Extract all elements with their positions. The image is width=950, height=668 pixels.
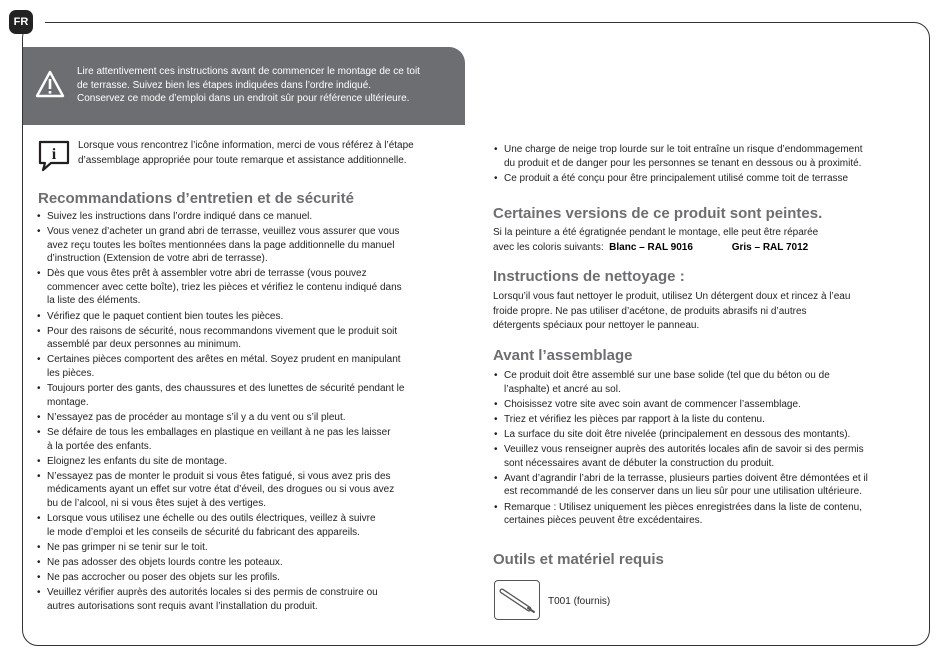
bullet-icon: • <box>494 472 498 484</box>
list-item: • Se défaire de tous les emballages en plastique en veillant à ne pas les laisser à la portée des enfants. <box>37 427 391 452</box>
painted-text: Si la peinture a été égratignée pendant le montage, elle peut être réparée avec les coloris suivants: Blanc – RAL 9016 Gris – RAL 7012 <box>493 227 819 253</box>
bullet-icon: • <box>494 370 498 381</box>
list-item: • Pour des raisons de sécurité, nous recommandons vivement que le produit soit assemblé par deux personnes au minimum. <box>37 325 398 351</box>
list-item: • Toujours porter des gants, des chaussures et des lunettes de sécurité pendant le montage. <box>37 383 405 408</box>
before-assembly-list <box>493 369 913 529</box>
bullet-icon: • <box>494 398 498 410</box>
list-item: • Suivez les instructions dans l’ordre indiqué dans ce manuel. <box>37 211 313 222</box>
list-item: • N’essayez pas de procéder au montage s’il y a du vent ou s’il pleut. <box>37 411 346 423</box>
bullet-icon: • <box>37 470 41 482</box>
info-text: Lorsque vous rencontrez l’icône information, merci de vous référez à l’étape d’assemblage appropriée pour toute remarque et assistance additionnelle. <box>78 140 414 166</box>
warning-icon <box>35 70 65 98</box>
list-item: • Remarque : Utilisez uniquement les pièces enregistrées dans la liste de contenu, certaines pièces peuvent être excédentaires. <box>494 501 862 527</box>
bullet-icon: • <box>37 455 41 467</box>
screwdriver-icon <box>495 581 539 619</box>
language-badge: FR <box>9 10 33 34</box>
list-item: • Lorsque vous utilisez une échelle ou des outils électriques, veillez à suivre le mode d’emploi et les conseils de sécurité du fabricant des appareils. <box>37 513 376 538</box>
list-item: • Triez et vérifiez les pièces par rapport à la liste du contenu. <box>494 413 765 425</box>
list-item: • Ne pas grimper ni se tenir sur le toit. <box>37 541 208 553</box>
warning-banner <box>23 47 465 125</box>
list-item: • Eloignez les enfants du site de montage. <box>37 455 228 467</box>
maintenance-title: Recommandations d’entretien et de sécurité <box>38 190 354 207</box>
list-item: • Vérifiez que le paquet contient bien toutes les pièces. <box>37 310 284 322</box>
bullet-icon: • <box>37 211 41 222</box>
tools-title: Outils et matériel requis <box>493 551 664 568</box>
list-item: • Avant d’agrandir l’abri de la terrasse, plusieurs parties doivent être démontées et il est recommandé de les conserver dans un lieu sûr pour une utilisation ultérieure. <box>494 472 868 498</box>
bullet-icon: • <box>37 513 41 525</box>
bullet-icon: • <box>37 226 41 238</box>
tool-item-label: T001 (fournis) <box>548 596 611 607</box>
color-white: Blanc – RAL 9016 <box>609 241 693 253</box>
bullet-icon: • <box>37 427 41 438</box>
list-item: • Certaines pièces comportent des arêtes en métal. Soyez prudent en manipulant les pièces. <box>37 354 401 379</box>
list-item: • Une charge de neige trop lourde sur le toit entraîne un risque d’endommagement du produit et de danger pour les personnes se tenant en dessous ou à proximité. <box>494 144 863 169</box>
bullet-icon: • <box>37 325 41 337</box>
maintenance-list <box>36 210 476 615</box>
cleaning-title: Instructions de nettoyage : <box>493 268 685 285</box>
bullet-icon: • <box>494 413 498 425</box>
list-item: • Ce produit doit être assemblé sur une base solide (tel que du béton ou de l’asphalte) et ancré au sol. <box>494 370 830 395</box>
bullet-icon: • <box>494 429 498 441</box>
warning-text: Lire attentivement ces instructions avant de commencer le montage de ce toit de terrasse. Suivez bien les étapes indiquées dans l’ordre indiqué. Conservez ce mode d’emploi dans un endroit sûr pour référence ultérieure. <box>77 66 420 104</box>
bullet-icon: • <box>494 444 498 456</box>
list-item: • N’essayez pas de monter le produit si vous êtes fatigué, si vous avez pris des médicaments ayant un effet sur votre état d’éveil, des drogues ou si vous avez bu de l’alcool, ni si vous êtes sujet à des vertiges. <box>37 470 395 509</box>
list-item: • Ne pas accrocher ou poser des objets sur les profils. <box>37 572 280 584</box>
painted-title: Certaines versions de ce produit sont peintes. <box>493 205 823 222</box>
bullet-icon: • <box>37 383 41 395</box>
list-item: • La surface du site doit être nivelée (principalement en dessous des montants). <box>494 429 851 441</box>
info-icon <box>37 139 71 173</box>
bullet-icon: • <box>37 587 41 599</box>
bullet-icon: • <box>37 541 41 553</box>
list-item: • Vous venez d’acheter un grand abri de terrasse, veuillez vous assurer que vous avez reçu toutes les boîtes mentionnées dans la page additionnelle du manuel d’instruction (Extension de votre abri de terrasse). <box>37 226 400 265</box>
list-item: • Dès que vous êtes prêt à assembler votre abri de terrasse (vous pouvez commencer avec cette boîte), triez les pièces et vérifiez le contenu indiqué dans la liste des éléments. <box>37 268 402 307</box>
bullet-icon: • <box>37 556 41 568</box>
cleaning-text: Lorsqu’il vous faut nettoyer le produit, utilisez Un détergent doux et rincez à l’eau froide propre. Ne pas utiliser d’acétone, de produits abrasifs ni d’autres détergents spéciaux pour nettoyer le panneau. <box>493 291 851 331</box>
bullet-icon: • <box>494 501 498 513</box>
svg-text:i: i <box>51 146 57 163</box>
list-item: • Choisissez votre site avec soin avant de commencer l’assemblage. <box>494 398 801 410</box>
list-item: • Veuillez vous renseigner auprès des autorités locales afin de savoir si des permis sont nécessaires avant de débuter la construction du produit. <box>494 444 864 469</box>
snow-list <box>493 143 913 187</box>
tool-item-box <box>494 580 540 620</box>
list-item: • Ne pas adosser des objets lourds contre les poteaux. <box>37 556 283 568</box>
bullet-icon: • <box>37 354 41 366</box>
bullet-icon: • <box>37 572 41 584</box>
bullet-icon: • <box>494 172 498 184</box>
bullet-icon: • <box>37 411 41 423</box>
before-assembly-title: Avant l’assemblage <box>493 347 633 364</box>
list-item: • Ce produit a été conçu pour être principalement utilisé comme toit de terrasse <box>494 172 849 184</box>
bullet-icon: • <box>37 310 41 322</box>
bullet-icon: • <box>37 268 41 280</box>
list-item: • Veuillez vérifier auprès des autorités locales si des permis de construire ou autres autorisations sont requis avant l’installation du produit. <box>37 587 378 612</box>
bullet-icon: • <box>494 144 498 155</box>
color-grey: Gris – RAL 7012 <box>731 241 809 253</box>
